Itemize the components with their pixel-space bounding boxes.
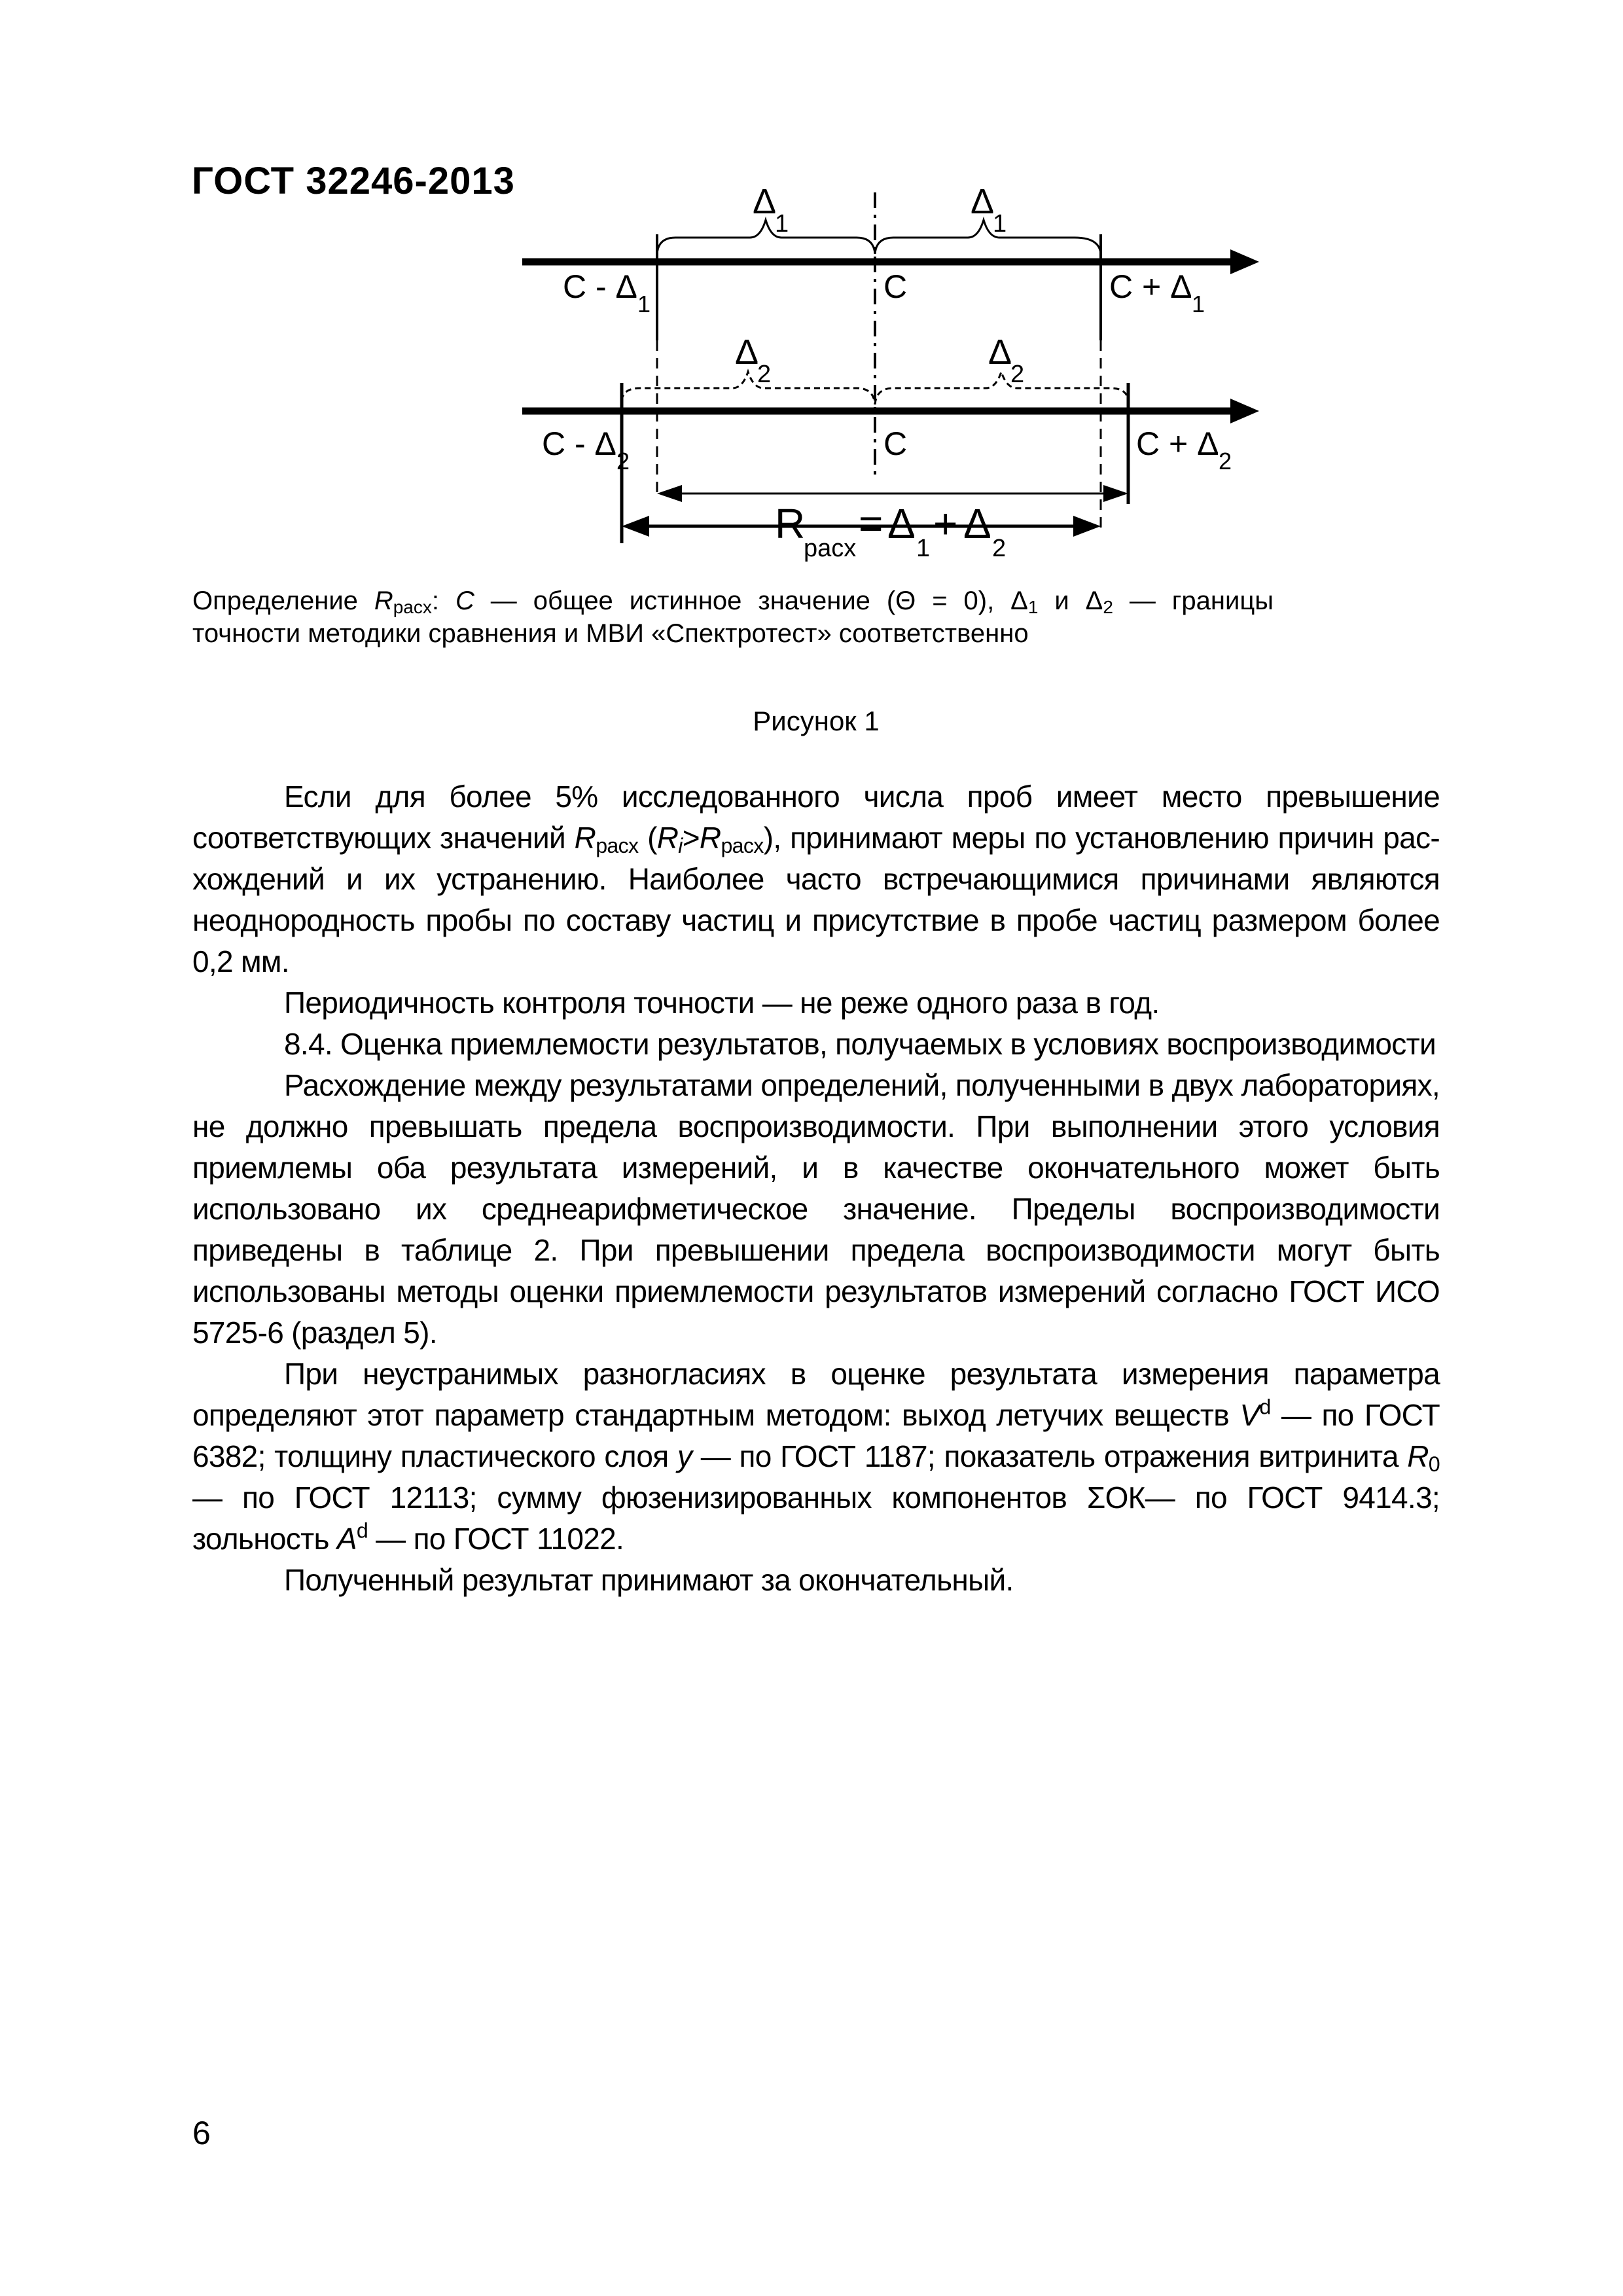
paragraph-2: Периодичность контроля точности — не реже одного раза в год. bbox=[284, 986, 1160, 1020]
axis1-label-left-sub: 1 bbox=[637, 291, 651, 317]
axis-2 bbox=[522, 399, 1259, 423]
axis-2-arrowhead bbox=[1230, 399, 1259, 423]
formula-delta2-sub: 2 bbox=[992, 535, 1007, 562]
body-text bbox=[192, 776, 1440, 1601]
formula-delta1-sub: 1 bbox=[916, 535, 931, 562]
figure-1 bbox=[497, 177, 1283, 622]
paragraph-1: Если для более 5% исследованного числа проб имеет место превышение соответствующих значений $R_{расх}$ $(R_i>R_{расх})$, принимают меры по установлению причин рас-хождений и их устранению. Наиболее часто встречающимися причинами являются неоднородность пробы по составу частиц и присутствие в пробе частиц размером более 0,2 мм. bbox=[192, 780, 1440, 978]
r-formula bbox=[775, 500, 1006, 562]
delta1-label-right-sub: 1 bbox=[993, 210, 1007, 238]
figure-caption-line2: точности методики сравнения и МВИ «Спектротест» соответственно bbox=[192, 619, 1029, 648]
axis2-label-center: C bbox=[883, 425, 908, 462]
axis2-label-right: C + Δ bbox=[1136, 425, 1219, 462]
delta1-label-left: Δ bbox=[753, 182, 777, 221]
axis1-label-center: C bbox=[883, 268, 908, 305]
brace-delta1-right bbox=[875, 220, 1101, 254]
page-number: 6 bbox=[192, 2115, 211, 2151]
brace-delta2-right bbox=[875, 372, 1128, 404]
brace-delta1-left bbox=[657, 220, 875, 254]
delta2-label-right-sub: 2 bbox=[1010, 361, 1025, 388]
paragraph-5: При неустранимых разногласиях в оценке результата измерения параметра определяют этот параметр стандартным методом: выход летучих веществ $V^d$ — по ГОСТ 6382; толщину пластического слоя у — по ГОСТ 1187; показатель отражения витринита $R_0$ — по ГОСТ 12113; сумму фюзенизированных компонентов ΣОК— по ГОСТ 9414.3; зольность $А^d$ — по ГОСТ 11022. bbox=[192, 1357, 1440, 1556]
formula-plus: + bbox=[933, 500, 958, 547]
axis2-label-left: C - Δ bbox=[542, 425, 616, 462]
document-number: ГОСТ 32246-2013 bbox=[192, 160, 515, 202]
paragraph-3-heading-8-4: 8.4. Оценка приемлемости результатов, получаемых в условиях воспроизводимости bbox=[284, 1027, 1436, 1061]
axis1-label-left: C - Δ bbox=[563, 268, 637, 305]
axis2-label-left-sub: 2 bbox=[616, 448, 630, 475]
delta2-label-right: Δ bbox=[988, 332, 1012, 372]
axis-1-arrowhead bbox=[1230, 249, 1259, 274]
formula-equals: = bbox=[859, 500, 883, 547]
paragraph-4: Расхождение между результатами определений, полученными в двух лабораториях, не должно превышать предела воспроизводимости. При выполнении этого условия приемлемы оба результата измерений, и в качестве окончательного может быть использовано их среднеарифметическое значение. Пределы воспроизводимости приведены в таблице 2. При превышении предела воспроизводимости могут быть использованы методы оценки приемлемости результатов измерений согласно ГОСТ ИСО 5725-6 (раздел 5). bbox=[192, 1068, 1440, 1350]
axis1-label-right: C + Δ bbox=[1109, 268, 1192, 305]
figure-caption-line1: Определение $R_{расх}$: С — общее истинное значение (Θ = 0), $\Delta_1$ и $\Delta_2$ — границы bbox=[192, 586, 1274, 618]
delta1-label-right: Δ bbox=[971, 182, 995, 221]
brace-delta2-left bbox=[622, 372, 875, 404]
paragraph-6: Полученный результат принимают за окончательный. bbox=[284, 1563, 1014, 1597]
delta2-label-left-sub: 2 bbox=[757, 361, 772, 388]
delta2-label-left: Δ bbox=[735, 332, 759, 372]
formula-delta2: Δ bbox=[963, 500, 991, 547]
axis2-label-right-sub: 2 bbox=[1219, 448, 1232, 475]
formula-delta1: Δ bbox=[887, 500, 916, 547]
tolerance-diagram bbox=[497, 177, 1283, 622]
figure-caption bbox=[192, 584, 1274, 650]
formula-r-sub: расх bbox=[804, 535, 857, 562]
formula-r: R bbox=[775, 500, 806, 547]
delta1-label-left-sub: 1 bbox=[775, 210, 789, 238]
axis1-label-right-sub: 1 bbox=[1192, 291, 1205, 317]
figure-number-label: Рисунок 1 bbox=[753, 706, 880, 736]
